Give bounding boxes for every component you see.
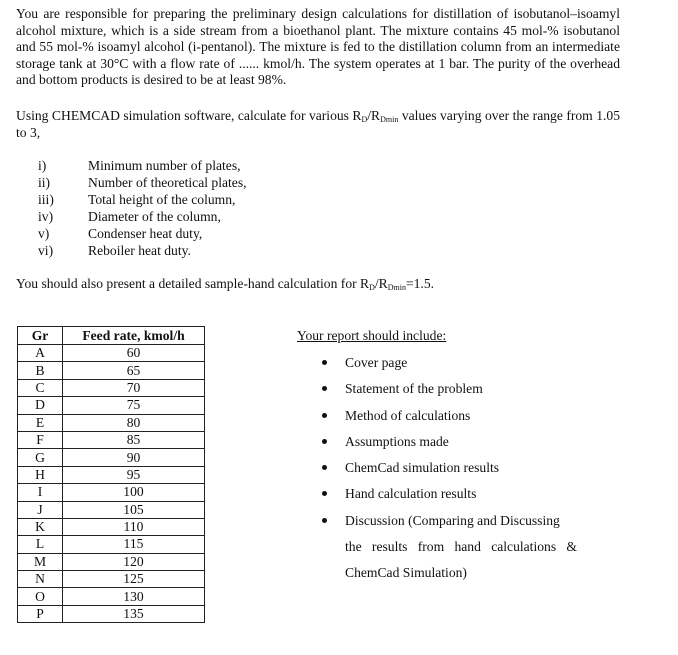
group-cell: G [18, 449, 63, 466]
list-item [38, 225, 247, 242]
hand-calc-prefix: You should also present a detailed sample-hand calculation for R [16, 276, 370, 291]
list-item: Method of calculations [297, 403, 597, 429]
ratio-slash: /R [374, 276, 388, 291]
feed-rate-cell: 125 [63, 571, 205, 588]
report-list [297, 350, 597, 587]
task-number: v) [38, 226, 50, 241]
list-item: Hand calculation results [297, 481, 597, 507]
group-cell: D [18, 397, 63, 414]
column-header-group: Gr [18, 327, 63, 345]
intro-text-part1: You are responsible for preparing the preliminary design calculations for distillation of isobutanol–isoamyl alcohol mixture, which is a side stream from a bioethanol plant. The mixture contains 45 mol-% isobutanol and 55 mol-% isoamyl alcohol (i-pentanol). The mixture is fed to the distillation column from an intermediate storage tank at 30 [16, 6, 620, 71]
subscript-d: D [369, 283, 375, 292]
group-cell: F [18, 431, 63, 448]
feed-rate-cell: 80 [63, 414, 205, 431]
table-row [18, 536, 205, 553]
list-item [38, 242, 247, 259]
list-item: ChemCad simulation results [297, 455, 597, 481]
task-number: vi) [38, 243, 54, 258]
table-row [18, 379, 205, 396]
problem-statement [16, 6, 620, 89]
feed-rate-cell: 120 [63, 553, 205, 570]
temperature-unit: °C [113, 55, 129, 71]
table-row [18, 431, 205, 448]
report-requirements [297, 328, 597, 587]
table-header-row [18, 327, 205, 345]
column-header-feed-rate: Feed rate, kmol/h [63, 327, 205, 345]
list-item: Assumptions made [297, 429, 597, 455]
table-body [18, 345, 205, 623]
subscript-d: D [361, 115, 368, 124]
subscript-dmin: Dmin [387, 283, 406, 292]
feed-rate-cell: 85 [63, 431, 205, 448]
group-cell: A [18, 345, 63, 362]
list-item-continuation: ChemCad Simulation) [345, 565, 467, 581]
list-item [38, 208, 247, 225]
task-text: Condenser heat duty, [88, 226, 203, 241]
group-cell: L [18, 536, 63, 553]
task-text: Diameter of the column, [88, 209, 221, 224]
task-text: Number of theoretical plates, [88, 175, 247, 190]
list-item: Statement of the problem [297, 376, 597, 402]
list-item-continuation: the results from hand calculations & [345, 539, 577, 555]
table-row [18, 484, 205, 501]
group-cell: K [18, 518, 63, 535]
simulation-text-suffix: values varying over the range from 1.05 to 3, [16, 108, 620, 140]
list-item: Discussion (Comparing and Discussing [297, 508, 597, 534]
ratio-slash: /R [367, 108, 381, 123]
table-row [18, 414, 205, 431]
group-cell: E [18, 414, 63, 431]
hand-calc-suffix: =1.5. [405, 276, 435, 291]
group-cell: H [18, 466, 63, 483]
feed-rate-cell: 95 [63, 466, 205, 483]
table-row [18, 605, 205, 622]
report-title: Your report should include: [297, 328, 447, 343]
feed-rate-cell: 100 [63, 484, 205, 501]
group-cell: B [18, 362, 63, 379]
table-row [18, 571, 205, 588]
subscript-dmin: Dmin [380, 115, 399, 124]
feed-rate-cell: 70 [63, 379, 205, 396]
table-row [18, 397, 205, 414]
list-item [38, 174, 247, 191]
task-number: iv) [38, 209, 54, 224]
table-row [18, 518, 205, 535]
hand-calculation-instruction [16, 276, 620, 293]
list-item [38, 157, 247, 174]
feed-rate-table [17, 326, 205, 623]
feed-rate-cell: 65 [63, 362, 205, 379]
table-row [18, 362, 205, 379]
task-text: Reboiler heat duty. [88, 243, 191, 258]
group-cell: O [18, 588, 63, 605]
feed-rate-cell: 105 [63, 501, 205, 518]
task-number: i) [38, 158, 47, 173]
table-row [18, 553, 205, 570]
task-list [38, 157, 247, 259]
group-cell: I [18, 484, 63, 501]
simulation-instruction [16, 108, 620, 141]
simulation-text-prefix: Using CHEMCAD simulation software, calculate for various R [16, 108, 362, 123]
group-cell: C [18, 379, 63, 396]
table-row [18, 466, 205, 483]
group-cell: N [18, 571, 63, 588]
feed-rate-cell: 115 [63, 536, 205, 553]
table-row [18, 588, 205, 605]
table-row [18, 501, 205, 518]
list-item: Cover page [297, 350, 597, 376]
list-item [38, 191, 247, 208]
intro-text-part2: with a flow rate of ...... kmol/h. The system operates at 1 bar. The purity of the overhead and bottom products is desired to be at least 98%. [16, 55, 620, 87]
feed-rate-cell: 110 [63, 518, 205, 535]
feed-rate-cell: 130 [63, 588, 205, 605]
table-row [18, 449, 205, 466]
feed-rate-cell: 90 [63, 449, 205, 466]
feed-rate-cell: 60 [63, 345, 205, 362]
group-cell: J [18, 501, 63, 518]
group-cell: M [18, 553, 63, 570]
task-number: iii) [38, 192, 54, 207]
task-number: ii) [38, 175, 51, 190]
task-text: Total height of the column, [88, 192, 236, 207]
table-row [18, 345, 205, 362]
feed-rate-cell: 135 [63, 605, 205, 622]
group-cell: P [18, 605, 63, 622]
feed-rate-cell: 75 [63, 397, 205, 414]
task-text: Minimum number of plates, [88, 158, 241, 173]
